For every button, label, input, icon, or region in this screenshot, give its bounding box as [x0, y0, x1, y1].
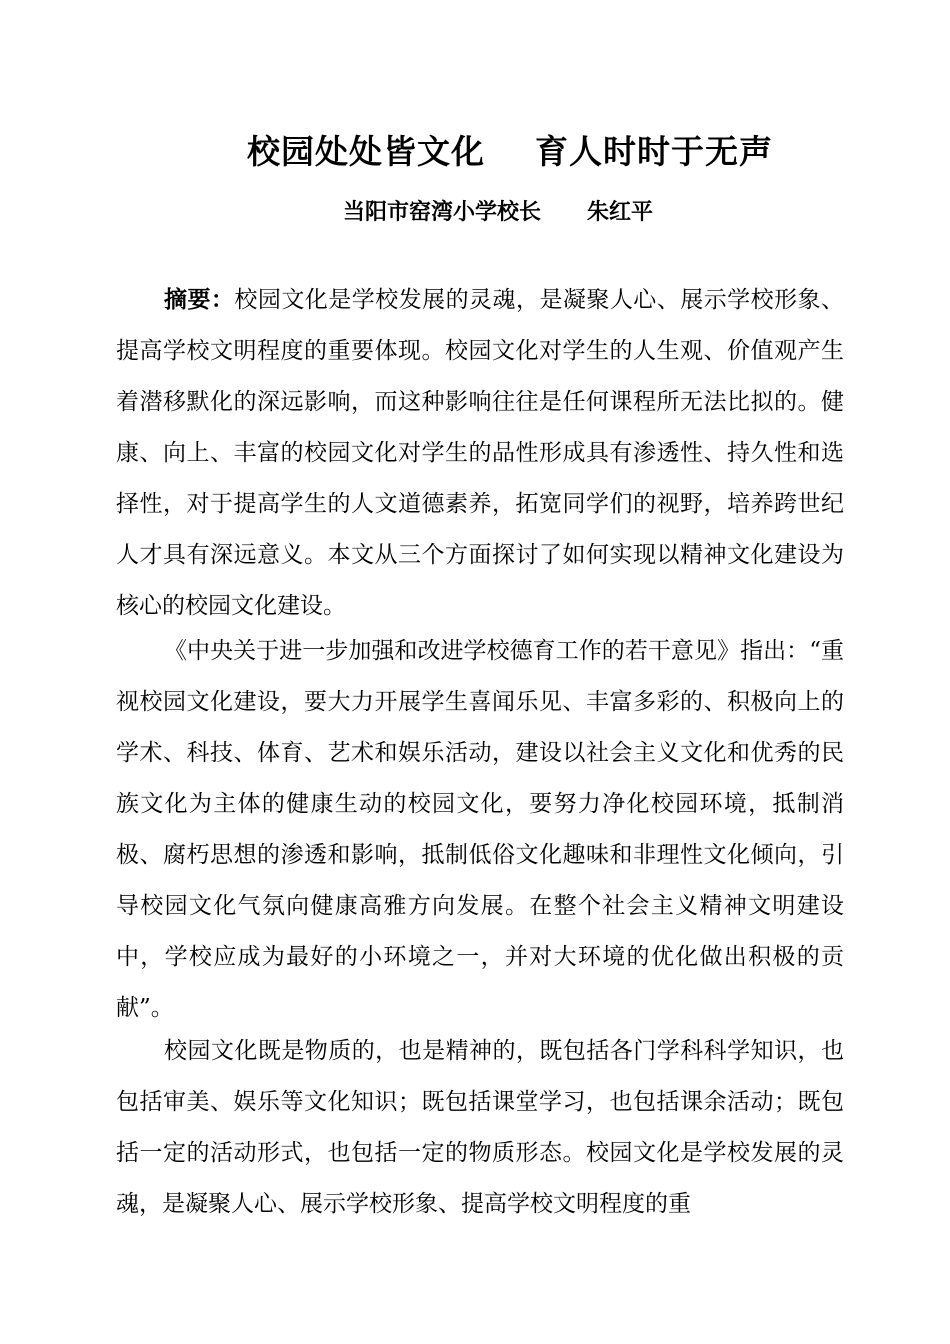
abstract-label: 摘要： — [164, 287, 235, 313]
body-paragraph-quote: 《中央关于进一步加强和改进学校德育工作的若干意见》指出：“重视校园文化建设，要大力开展学生喜闻乐见、丰富多彩的、积极向上的学术、科技、体育、艺术和娱乐活动，建设以社会主义文化和优秀的民族文化为主体的健康生动的校园文化，要努力净化校园环境，抵制消极、腐朽思想的渗透和影响，抵制低俗文化趣味和非理性文化倾向，引导校园文化气氛向健康高雅方向发展。在整个社会主义精神文明建设中，学校应成为最好的小环境之一，并对大环境的优化做出积极的贡献”。 — [116, 638, 844, 1021]
author-line: 当阳市窑湾小学校长 朱红平 — [343, 200, 653, 225]
abstract-text: 校园文化是学校发展的灵魂，是凝聚人心、展示学校形象、提高学校文明程度的重要体现。校园文化对学生的人生观、价值观产生着潜移默化的深远影响，而这种影响往往是任何课程所无法比拟的。健康、向上、丰富的校园文化对学生的品性形成具有渗透性、持久性和选择性，对于提高学生的人文道德素养，拓宽同学们的视野，培养跨世纪人才具有深远意义。本文从三个方面探讨了如何实现以精神文化建设为核心的校园文化建设。 — [116, 287, 845, 619]
body-paragraph-culture: 校园文化既是物质的，也是精神的，既包括各门学科科学知识，也包括审美、娱乐等文化知识；既包括课堂学习，也包括课余活动；既包括一定的活动形式，也包括一定的物质形态。校园文化是学校发展的灵魂，是凝聚人心、展示学校形象、提高学校文明程度的重 — [116, 1038, 844, 1217]
abstract-paragraph — [116, 275, 844, 632]
document-title: 校园处处皆文化 育人时时于无声 — [247, 132, 773, 171]
